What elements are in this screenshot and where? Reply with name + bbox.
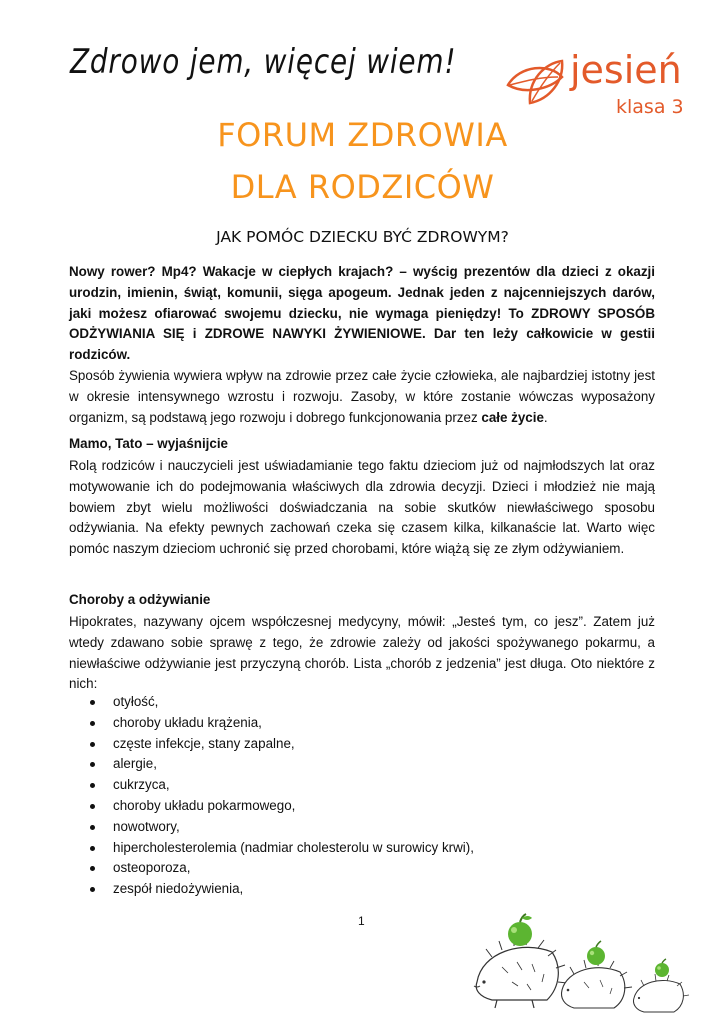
list-item: choroby układu krążenia, (69, 713, 474, 734)
apple-icon (655, 959, 669, 977)
page-number: 1 (358, 914, 365, 928)
page-subtitle: JAK POMÓC DZIECKU BYĆ ZDROWYM? (216, 228, 509, 246)
list-item: choroby układu pokarmowego, (69, 796, 474, 817)
list-item: hipercholesterolemia (nadmiar cholesterolu w surowicy krwi), (69, 838, 474, 859)
section-heading-diseases: Choroby a odżywianie (69, 592, 211, 607)
logo-wordmark: jesień (570, 48, 682, 92)
section-diseases-text: Hipokrates, nazywany ojcem współczesnej medycyny, mówił: „Jesteś tym, co jesz”. Zatem już wtedy zdawano sobie sprawę z tego, że zdrowie zależy od jakości spożywanego pokarmu, a niewłaściwe odżywianie jest przyczyną chorób. Lista „chorób z jedzenia” jest długa. Oto niektóre z nich: (69, 614, 655, 692)
list-item: osteoporoza, (69, 858, 474, 879)
page-title-line1: FORUM ZDROWIA (217, 116, 508, 154)
paragraph-nutrition (69, 366, 655, 428)
page-title-line2: DLA RODZICÓW (230, 168, 495, 206)
logo-class-label: klasa 3 (616, 96, 684, 118)
list-item: zespół niedożywienia, (69, 879, 474, 900)
hedgehog-small-icon (633, 974, 689, 1012)
paragraph-nutrition-text: Sposób żywienia wywiera wpływ na zdrowie przez całe życie człowieka, ale najbardziej istotny jest w okresie intensywnego wzrostu i rozwoju. Zasoby, w które zostanie wówczas wyposażony organizm, są podstawą jego rozwoju i dobrego funkcjonowania przez (69, 368, 655, 425)
paragraph-nutrition-end: . (543, 409, 548, 425)
list-item: nowotwory, (69, 817, 474, 838)
intro-paragraph: Nowy rower? Mp4? Wakacje w ciepłych krajach? – wyścig prezentów dla dzieci z okazji urodzin, imienin, świąt, komunii, sięga apogeum. Jednak jeden z najcenniejszych darów, jaki możesz ofiarować swojemu dziecku, nie wymaga pieniędzy! To ZDROWY SPOSÓB ODŻYWIANIA SIĘ i ZDROWE NAWYKI ŻYWIENIOWE. Dar ten leży całkowicie w gestii rodziców. (69, 264, 655, 363)
tagline: Zdrowo jem, więcej wiem! (70, 42, 457, 82)
list-item: częste infekcje, stany zapalne, (69, 734, 474, 755)
hedgehog-large-icon (474, 936, 567, 1008)
list-item: otyłość, (69, 692, 474, 713)
list-item: cukrzyca, (69, 775, 474, 796)
apple-icon (508, 914, 532, 946)
diseases-list (69, 692, 474, 900)
list-item: alergie, (69, 754, 474, 775)
hedgehog-apple-illustration (462, 912, 712, 1017)
section-heading-parents: Mamo, Tato – wyjaśnijcie (69, 436, 229, 451)
apple-icon (587, 941, 605, 965)
section-parents-text: Rolą rodziców i nauczycieli jest uświadamianie tego faktu dzieciom już od najmłodszych lat oraz motywowanie ich do podejmowania właściwych dla zdrowia decyzji. Dzieci i młodzież nie mają bowiem zbyt wielu możliwości doświadczania na sobie skutków niewłaściwego sposobu odżywiania. Na efekty pewnych zachowań czeka się czasem kilka, kilkanaście lat. Warto więc pomóc naszym dzieciom uchronić się przed chorobami, które wiążą się ze złym odżywianiem. (69, 458, 655, 557)
hedgehog-medium-icon (562, 958, 633, 1008)
paragraph-nutrition-bold: całe życie (481, 409, 544, 425)
